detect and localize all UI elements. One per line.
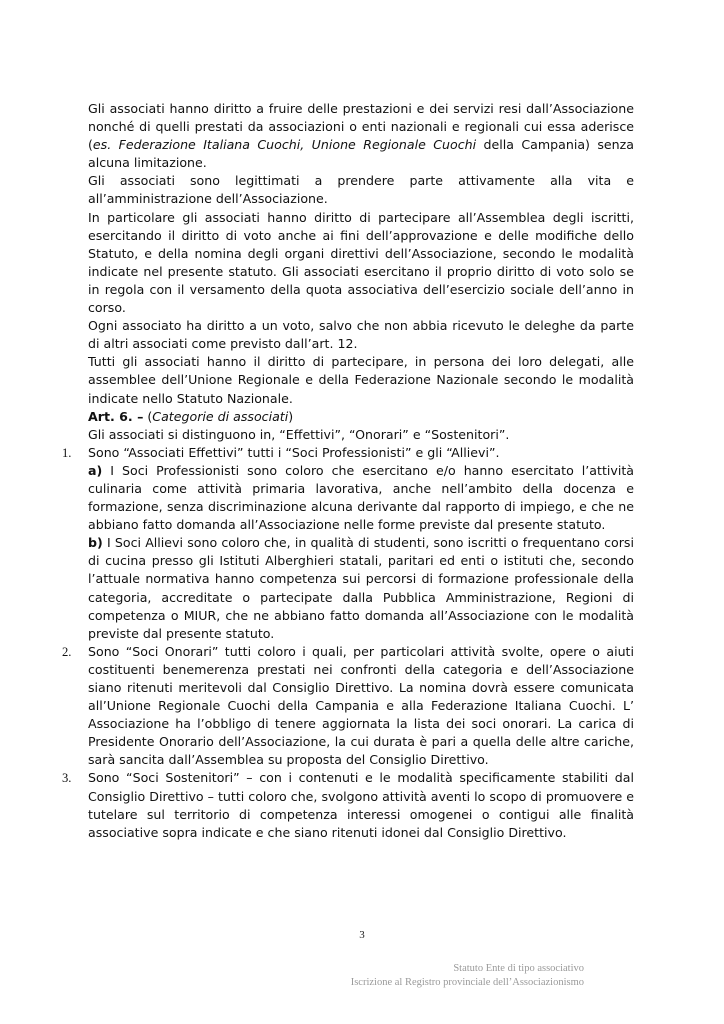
paragraph-rights-services <box>88 100 634 172</box>
list-item <box>62 769 634 841</box>
article-paren: ) <box>288 408 294 424</box>
sub-item-text: I Soci Allievi sono coloro che, in qualità di studenti, sono iscritti o frequentano corsi di cucina presso gli Istituti Alberghieri statali, paritari ed enti o istituti che, secondo l’attuale normativa hanno competenza sui percorsi di formazione professionale della categoria, accreditate o partecipate dalla Pubblica Amministrazione, Regioni di competenza o MIUR, che ne abbiano fatto domanda all’Associazione con le modalità previste dal presente statuto. <box>88 535 634 641</box>
page-number: 3 <box>359 929 365 941</box>
article-paren: ( <box>143 408 153 424</box>
member-categories-list <box>62 444 634 842</box>
emphasis-text: es. Federazione Italiana Cuochi, Unione Regionale Cuochi <box>92 137 477 153</box>
list-item-text: Sono “Soci Sostenitori” – con i contenuti e le modalità specificamente stabiliti dal Consiglio Direttivo – tutti coloro che, svolgono attività aventi lo scopo di promuovere e tutelare sul territorio di competenza interessi omogenei o contigui alle finalità associative sopra indicate e che siano ritenuti idonei dal Consiglio Direttivo. <box>88 770 634 840</box>
list-number: 3. <box>62 771 72 786</box>
list-item <box>62 643 634 770</box>
sub-item-text: I Soci Professionisti sono coloro che esercitano e/o hanno esercitato l’attività culinaria come attività primaria lavorativa, anche nell’ambito della docenza e formazione, senza discriminazione alcuna derivante dal rapporto di impiego, e che ne abbiano fatto domanda all’Associazione nelle forme previste dal presente statuto. <box>88 462 634 533</box>
sub-item <box>88 534 634 643</box>
footer-line: Iscrizione al Registro provinciale dell’Associazionismo <box>350 977 584 988</box>
footer-line: Statuto Ente di tipo associativo <box>453 963 584 974</box>
article-intro: Gli associati si distinguono in, “Effettivi”, “Onorari” e “Sostenitori”. <box>88 426 510 442</box>
article-heading <box>88 408 634 426</box>
sub-item-label: a) <box>88 462 103 478</box>
sub-item <box>88 462 634 534</box>
paragraph-assembly-rights: In particolare gli associati hanno diritto di partecipare all’Assemblea degli iscritti, esercitando il diritto di voto anche ai fini dell’approvazione e delle modifiche dello Statuto, e della nomina degli organi direttivi dell’Associazione, secondo le modalità indicate nel presente statuto. Gli associati esercitano il proprio diritto di voto solo se in regola con il versamento della quota associativa dell’esercizio sociale dell’anno in corso. <box>88 209 634 316</box>
list-item-text: Sono “Soci Onorari” tutti coloro i quali, per particolari attività svolte, opere o aiuti costituenti benemerenza prestati nei confronti della categoria e dell’Associazione siano ritenuti meritevoli dal Consiglio Direttivo. La nomina dovrà essere comunicata all’Unione Regionale Cuochi della Campania e alla Federazione Italiana Cuochi. L’ Associazione ha l’obbligo di tenere aggiornata la lista dei soci onorari. La carica di Presidente Onorario dell’Associazione, la cui durata è pari a quella delle altre cariche, sarà sancita dall’Assemblea su proposta del Consiglio Direttivo. <box>88 643 634 768</box>
paragraph-text: della Campania) senza alcuna limitazione. <box>88 137 634 171</box>
list-item-text: Sono “Associati Effettivi” tutti i “Soci Professionisti” e gli “Allievi”. <box>88 444 500 460</box>
list-item <box>62 444 634 643</box>
article-number: Art. 6. – <box>88 408 144 424</box>
document-body <box>62 100 634 842</box>
footer <box>351 962 584 990</box>
article-title: Categorie di associati <box>152 408 289 424</box>
paragraph-text: Gli associati hanno diritto a fruire delle prestazioni e dei servizi resi dall’Associazione nonché di quelli prestati da associazioni o enti nazionali e regionali cui essa aderisce ( <box>88 101 634 153</box>
paragraph-delegates: Tutti gli associati hanno il diritto di partecipare, in persona dei loro delegati, alle assemblee dell’Unione Regionale e della Federazione Nazionale secondo le modalità indicate nello Statuto Nazionale. <box>88 354 634 406</box>
sub-item-label: b) <box>88 535 103 551</box>
paragraph-vote: Ogni associato ha diritto a un voto, salvo che non abbia ricevuto le deleghe da parte di altri associati come previsto dall’art. 12. <box>88 318 634 352</box>
paragraph-participation: Gli associati sono legittimati a prendere parte attivamente alla vita e all’amministrazione dell’Associazione. <box>88 173 634 207</box>
list-number: 1. <box>62 445 72 460</box>
list-number: 2. <box>62 644 72 659</box>
